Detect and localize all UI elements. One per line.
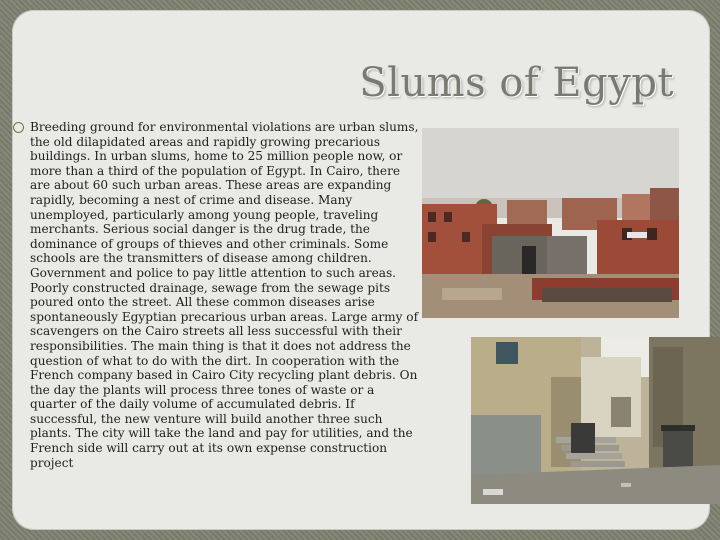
slum-alley-photo: [471, 337, 720, 504]
slum-rooftops-photo: [422, 128, 679, 318]
bullet-icon: [13, 122, 24, 133]
slide-title: Slums of Egypt: [359, 60, 674, 106]
slide-body-text: Breeding ground for environmental violations are urban slums, the old dilapidated areas and rapidly growing precarious buildings. In urban slums, home to 25 million people now, or more than a third of the population of Egypt. In Cairo, there are about 60 such urban areas. These areas are expanding rapidly, becoming a nest of crime and disease. Many unemployed, particularly among young people, traveling merchants. Serious social danger is the drug trade, the dominance of groups of thieves and other criminals. Some schools are the transmitters of disease among children. Government and police to pay little attention to such areas. Poorly constructed drainage, sewage from the sewage pits poured onto the street. All these common diseases arise spontaneously Egyptian precarious urban areas. Large army of scavengers on the Cairo streets all less successful with their responsibilities. The main thing is that it does not address the question of what to do with the dirt. In cooperation with the French company based in Cairo City recycling plant debris. On the day the plants will process three tones of waste or a quarter of the daily volume of accumulated debris. If successful, the new venture will build another three such plants. The city will take the land and pay for utilities, and the French side will carry out at its own expense construction project: [30, 120, 419, 470]
